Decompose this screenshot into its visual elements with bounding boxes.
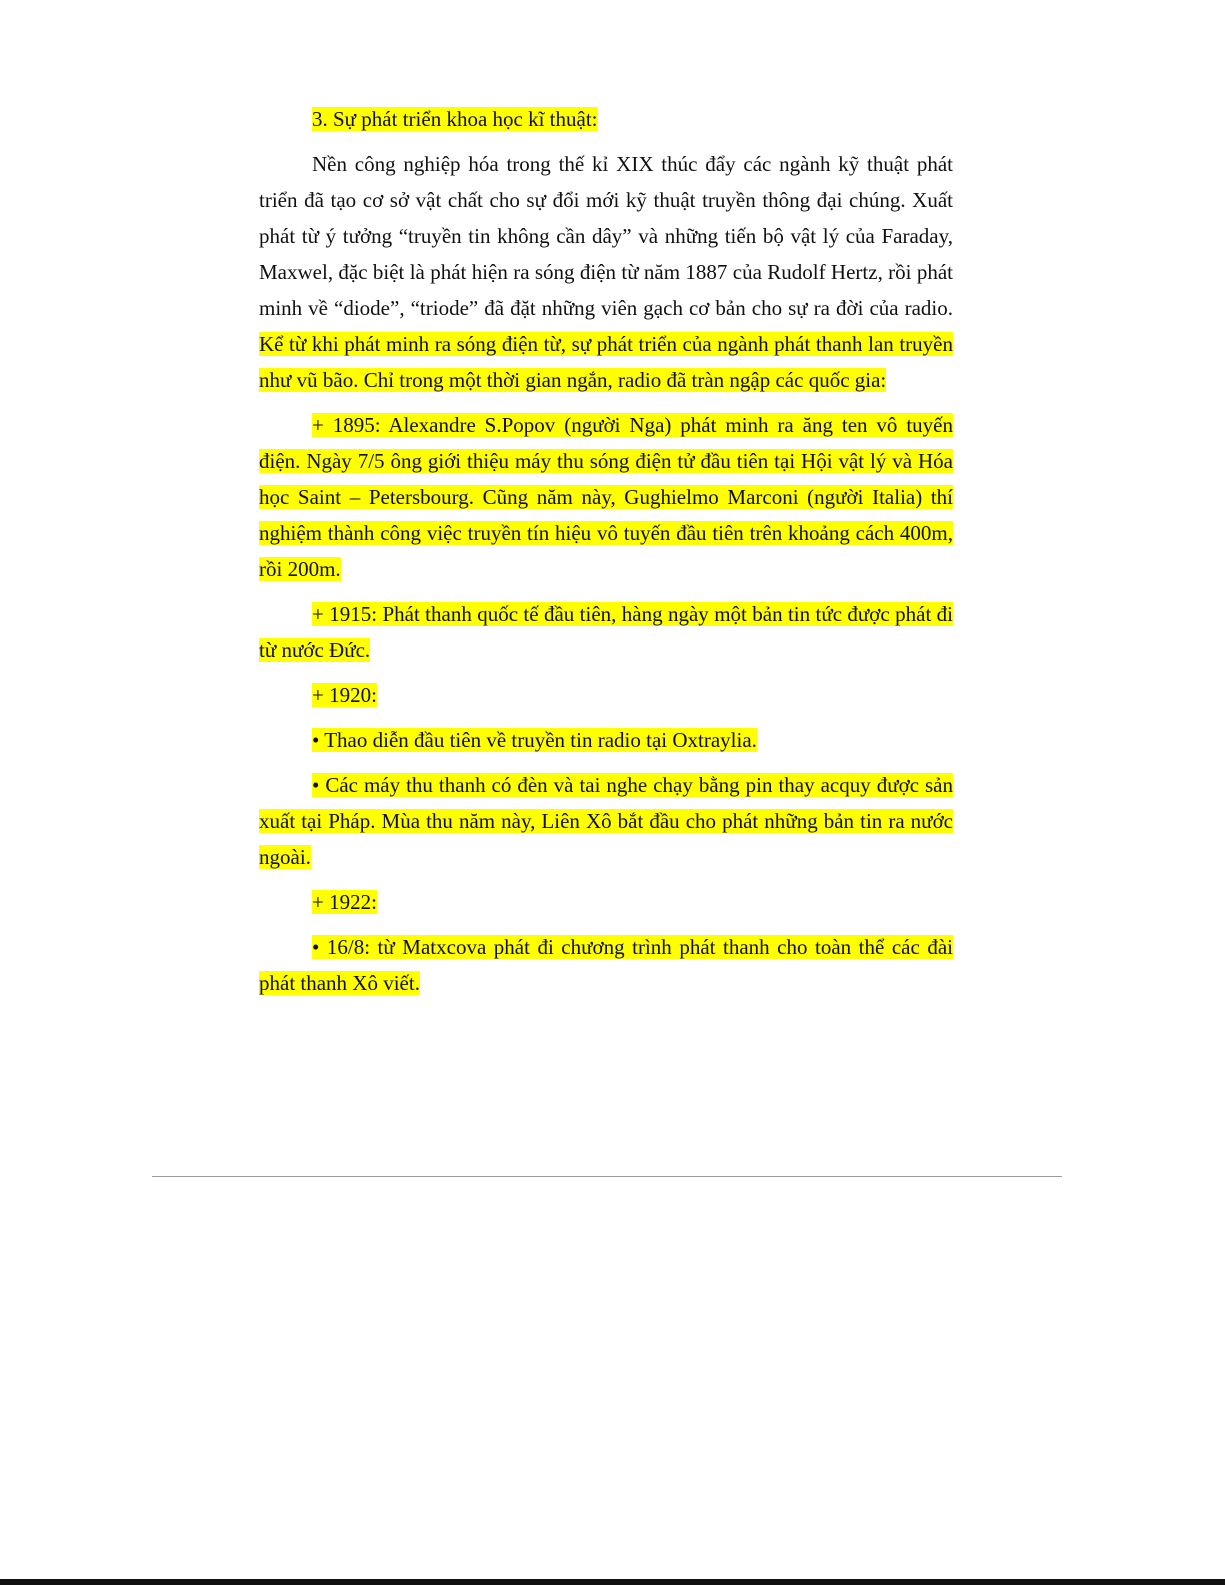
item-1920 (259, 677, 953, 713)
page-footer-divider (152, 1176, 1062, 1177)
bullet-1922-a-text: • 16/8: từ Matxcova phát đi chương trình phát thanh cho toàn thể các đài phát thanh Xô viết. (259, 935, 953, 995)
intro-paragraph (259, 146, 953, 398)
bullet-1920-b (259, 767, 953, 875)
item-1920-text: + 1920: (312, 683, 377, 707)
intro-plain-text: Nền công nghiệp hóa trong thế kỉ XIX thúc đẩy các ngành kỹ thuật phát triển đã tạo cơ sở vật chất cho sự đổi mới kỹ thuật truyền thông đại chúng. Xuất phát từ ý tưởng “truyền tin không cần dây” và những tiến bộ vật lý của Faraday, Maxwel, đặc biệt là phát hiện ra sóng điện từ năm 1887 của Rudolf Hertz, rồi phát minh về “diode”, “triode” đã đặt những viên gạch cơ bản cho sự ra đời của radio. (259, 152, 953, 320)
item-1922 (259, 884, 953, 920)
document-body (259, 101, 953, 1010)
bullet-1920-a-text: • Thao diễn đầu tiên về truyền tin radio tại Oxtraylia. (312, 728, 757, 752)
bullet-1920-a (259, 722, 953, 758)
intro-highlighted-text: Kể từ khi phát minh ra sóng điện từ, sự phát triển của ngành phát thanh lan truyền như vũ bão. Chỉ trong một thời gian ngắn, radio đã tràn ngập các quốc gia: (259, 332, 953, 392)
item-1895 (259, 407, 953, 587)
bullet-1922-a (259, 929, 953, 1001)
section-heading (259, 101, 953, 137)
page-bottom-edge (0, 1579, 1225, 1585)
section-heading-text: 3. Sự phát triển khoa học kĩ thuật: (312, 107, 598, 131)
item-1915-text: + 1915: Phát thanh quốc tế đầu tiên, hàng ngày một bản tin tức được phát đi từ nước Đức. (259, 602, 953, 662)
item-1895-text: + 1895: Alexandre S.Popov (người Nga) phát minh ra ăng ten vô tuyến điện. Ngày 7/5 ông giới thiệu máy thu sóng điện tử đầu tiên tại Hội vật lý và Hóa học Saint – Petersbourg. Cũng năm này, Gughielmo Marconi (người Italia) thí nghiệm thành công việc truyền tín hiệu vô tuyến đầu tiên trên khoảng cách 400m, rồi 200m. (259, 413, 953, 581)
item-1922-text: + 1922: (312, 890, 377, 914)
item-1915 (259, 596, 953, 668)
bullet-1920-b-text: • Các máy thu thanh có đèn và tai nghe chạy bằng pin thay acquy được sản xuất tại Pháp. Mùa thu năm này, Liên Xô bắt đầu cho phát những bản tin ra nước ngoài. (259, 773, 953, 869)
